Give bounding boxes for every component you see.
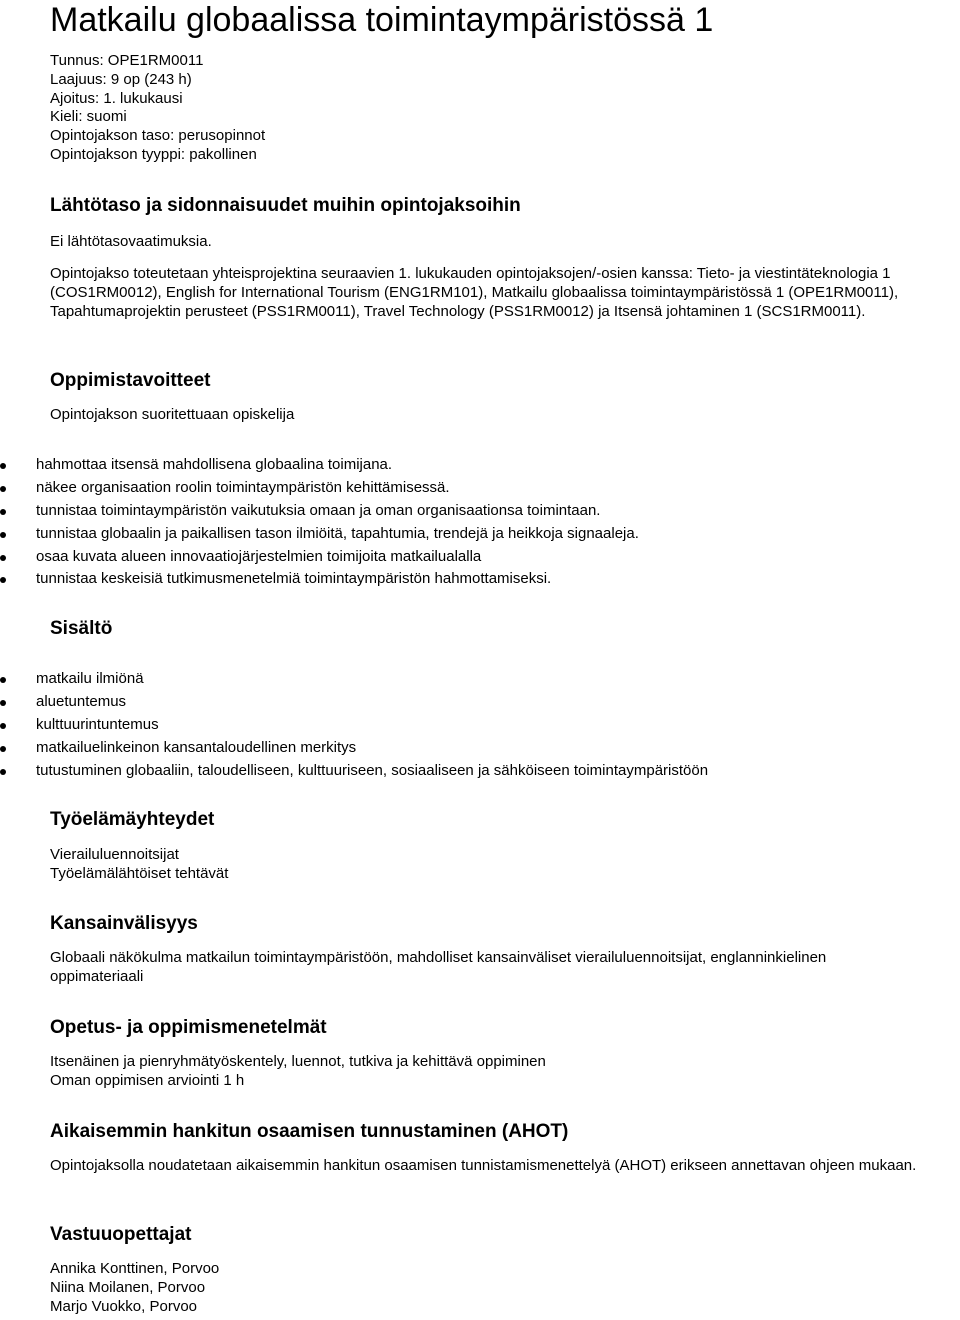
meta-taso: Opintojakson taso: perusopinnot xyxy=(50,127,266,145)
bullet-icon xyxy=(0,746,6,752)
bullet-icon xyxy=(0,700,6,706)
sisalto-list xyxy=(0,670,708,784)
teacher-name: Marjo Vuokko, Porvoo xyxy=(50,1297,198,1315)
bullet-icon xyxy=(0,723,6,729)
list-item: tunnistaa toimintaympäristön vaikutuksia omaan ja oman organisaationsa toimintaan. xyxy=(0,502,639,525)
list-item: kulttuurintuntemus xyxy=(0,716,708,739)
list-item: tutustuminen globaaliin, taloudelliseen, kulttuuriseen, sosiaaliseen ja sähköiseen toimintaympäristöön xyxy=(0,762,708,785)
vastuuopettajat-list xyxy=(50,1260,219,1316)
opetus-text: Itsenäinen ja pienryhmätyöskentely, luennot, tutkiva ja kehittävä oppiminen Oman oppimisen arviointi 1 h xyxy=(50,1053,546,1089)
list-item: tunnistaa keskeisiä tutkimusmenetelmiä toimintaympäristön hahmottamiseksi. xyxy=(0,570,639,593)
course-meta xyxy=(50,52,265,165)
lahtotaso-text-1: Ei lähtötasovaatimuksia. xyxy=(50,233,212,250)
teacher-name: Annika Konttinen, Porvoo xyxy=(50,1260,220,1277)
bullet-icon xyxy=(0,509,6,515)
lahtotaso-text-2: Opintojakso toteutetaan yhteisprojektina seuraavien 1. lukukauden opintojaksojen/-osien kanssa: Tieto- ja viestintäteknologia 1 (COS1RM0012), English for International Tourism (ENG1RM101), Matkailu globaalissa toimintaympäristössä 1 (OPE1RM0011), Tapahtumaprojektin perusteet (PSS1RM0011), Travel Technology (PSS1RM0012) ja Itsensä johtaminen 1 (SCS1RM0011). xyxy=(50,265,899,320)
meta-laajuus: Laajuus: 9 op (243 h) xyxy=(50,70,192,88)
kansainvalisyys-text: Globaali näkökulma matkailun toimintaympäristöön, mahdolliset kansainväliset vierailuluennoitsijat, englanninkielinen oppimateriaali xyxy=(50,949,827,985)
list-item: osaa kuvata alueen innovaatiojärjestelmien toimijoita matkailualalla xyxy=(0,548,639,571)
heading-lahtotaso: Lähtötaso ja sidonnaisuudet muihin opintojaksoihin xyxy=(50,195,521,216)
bullet-icon xyxy=(0,677,6,683)
heading-oppimistavoitteet: Oppimistavoitteet xyxy=(50,370,211,391)
heading-tyoelamayhteydet: Työelämäyhteydet xyxy=(50,809,215,830)
meta-ajoitus: Ajoitus: 1. lukukausi xyxy=(50,89,183,107)
list-item: hahmottaa itsensä mahdollisena globaalina toimijana. xyxy=(0,456,639,479)
list-item: tunnistaa globaalin ja paikallisen tason ilmiöitä, tapahtumia, trendejä ja heikkoja signaaleja. xyxy=(0,525,639,548)
tyoelama-text: Vierailuluennoitsijat Työelämälähtöiset tehtävät xyxy=(50,846,229,882)
oppimistavoitteet-intro: Opintojakson suoritettuaan opiskelija xyxy=(50,406,295,423)
list-item: aluetuntemus xyxy=(0,693,708,716)
bullet-icon xyxy=(0,769,6,775)
list-item: näkee organisaation roolin toimintaympäristön kehittämisessä. xyxy=(0,479,639,502)
meta-tunnus: Tunnus: OPE1RM0011 xyxy=(50,52,204,69)
teacher-name: Niina Moilanen, Porvoo xyxy=(50,1278,206,1296)
bullet-icon xyxy=(0,463,6,469)
bullet-icon xyxy=(0,555,6,561)
heading-vastuuopettajat: Vastuuopettajat xyxy=(50,1224,192,1245)
meta-kieli: Kieli: suomi xyxy=(50,108,127,126)
list-item: matkailuelinkeinon kansantaloudellinen merkitys xyxy=(0,739,708,762)
bullet-icon xyxy=(0,577,6,583)
heading-opetus: Opetus- ja oppimismenetelmät xyxy=(50,1017,327,1038)
meta-tyyppi: Opintojakson tyyppi: pakollinen xyxy=(50,145,257,163)
heading-ahot: Aikaisemmin hankitun osaamisen tunnustaminen (AHOT) xyxy=(50,1121,569,1142)
bullet-icon xyxy=(0,532,6,538)
bullet-icon xyxy=(0,486,6,492)
page-title: Matkailu globaalissa toimintaympäristössä 1 xyxy=(50,1,714,39)
heading-kansainvalisyys: Kansainvälisyys xyxy=(50,913,198,934)
list-item: matkailu ilmiönä xyxy=(0,670,708,693)
oppimistavoitteet-list xyxy=(0,456,639,593)
ahot-text: Opintojaksolla noudatetaan aikaisemmin hankitun osaamisen tunnistamismenettelyä (AHOT) erikseen annettavan ohjeen mukaan. xyxy=(50,1157,917,1174)
heading-sisalto: Sisältö xyxy=(50,618,113,639)
